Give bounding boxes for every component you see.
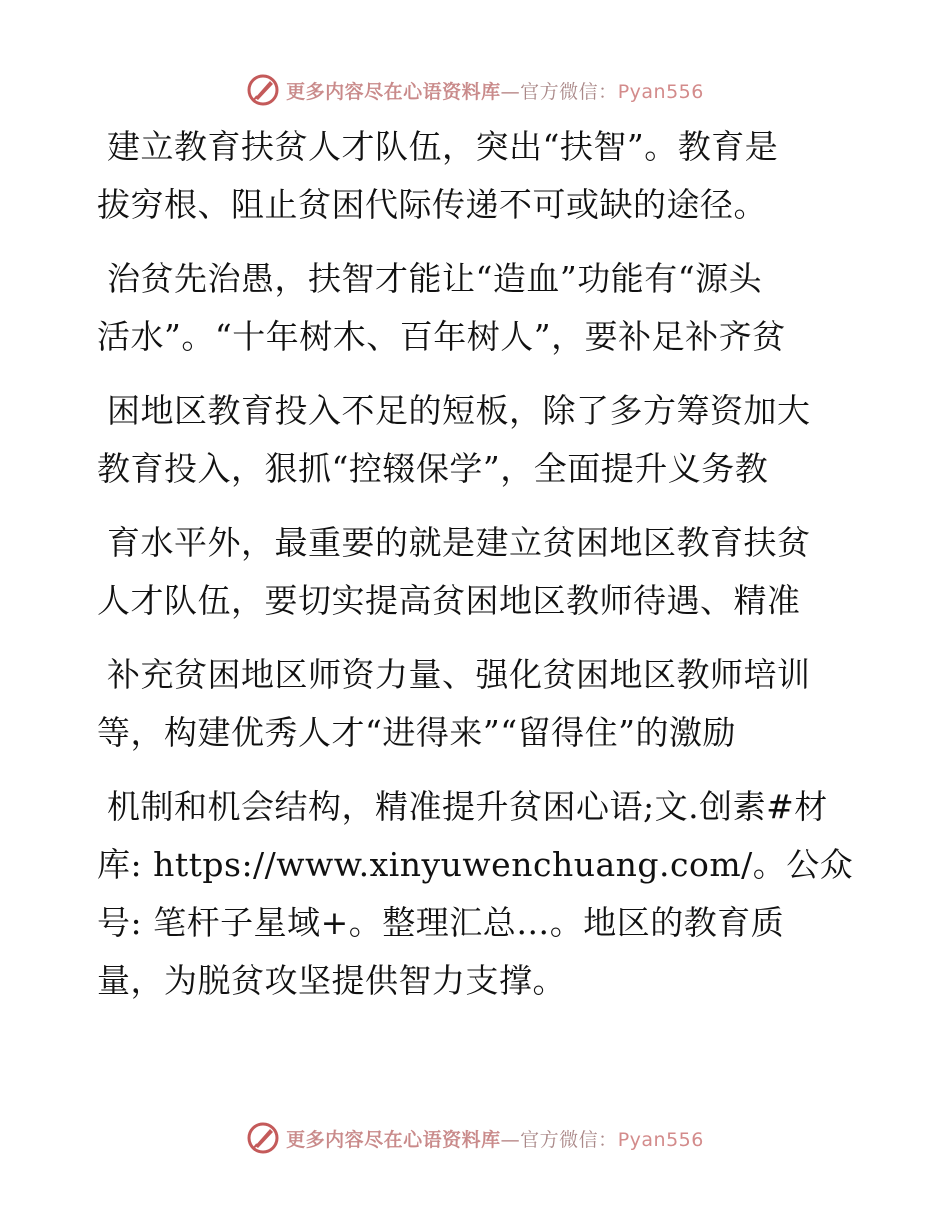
body-line-7: 育水平外，最重要的就是建立贫困地区教育扶贫 xyxy=(107,523,811,562)
footer-banner xyxy=(0,1118,950,1158)
body-line-3: 治贫先治愚，扶智才能让“造血”功能有“源头 xyxy=(107,259,763,298)
body-line-6: 教育投入，狠抓“控辍保学”，全面提升义务教 xyxy=(97,449,769,488)
document-body xyxy=(97,118,877,1010)
footer-banner-text xyxy=(286,1125,704,1152)
header-banner xyxy=(0,70,950,110)
header-dash: — xyxy=(500,80,521,103)
body-line-11: 机制和机会结构，精准提升贫困心语;文.创素#材 xyxy=(107,787,828,826)
body-line-13: 号: 笔杆子星域+。整理汇总…。地区的教育质 xyxy=(97,903,785,942)
header-wechat-handle: Pyan556 xyxy=(617,80,704,103)
body-line-12: 库: https://www.xinyuwenchuang.com/。公众 xyxy=(97,845,854,884)
footer-dash: — xyxy=(500,1128,521,1151)
header-banner-text xyxy=(286,77,704,104)
body-line-14: 量，为脱贫攻坚提供智力支撑。 xyxy=(97,961,566,1000)
footer-wechat-handle: Pyan556 xyxy=(617,1128,704,1151)
body-line-1: 建立教育扶贫人才队伍，突出“扶智”。教育是 xyxy=(107,127,779,166)
body-line-5: 困地区教育投入不足的短板，除了多方筹资加大 xyxy=(107,391,811,430)
footer-wechat-label: 官方微信： xyxy=(520,1128,618,1151)
body-line-10: 等，构建优秀人才“进得来”“留得住”的激励 xyxy=(97,713,736,752)
body-line-9: 补充贫困地区师资力量、强化贫困地区教师培训 xyxy=(107,655,811,694)
body-line-8: 人才队伍，要切实提高贫困地区教师待遇、精准 xyxy=(97,581,801,620)
header-wechat-label: 官方微信： xyxy=(520,80,618,103)
quill-logo-icon xyxy=(246,1121,280,1155)
body-line-4: 活水”。“十年树木、百年树人”，要补足补齐贫 xyxy=(97,317,786,356)
header-brand-text: 更多内容尽在心语资料库 xyxy=(286,80,501,103)
quill-logo-icon xyxy=(246,73,280,107)
footer-brand-text: 更多内容尽在心语资料库 xyxy=(286,1128,501,1151)
body-line-2: 拔穷根、阻止贫困代际传递不可或缺的途径。 xyxy=(97,185,767,224)
